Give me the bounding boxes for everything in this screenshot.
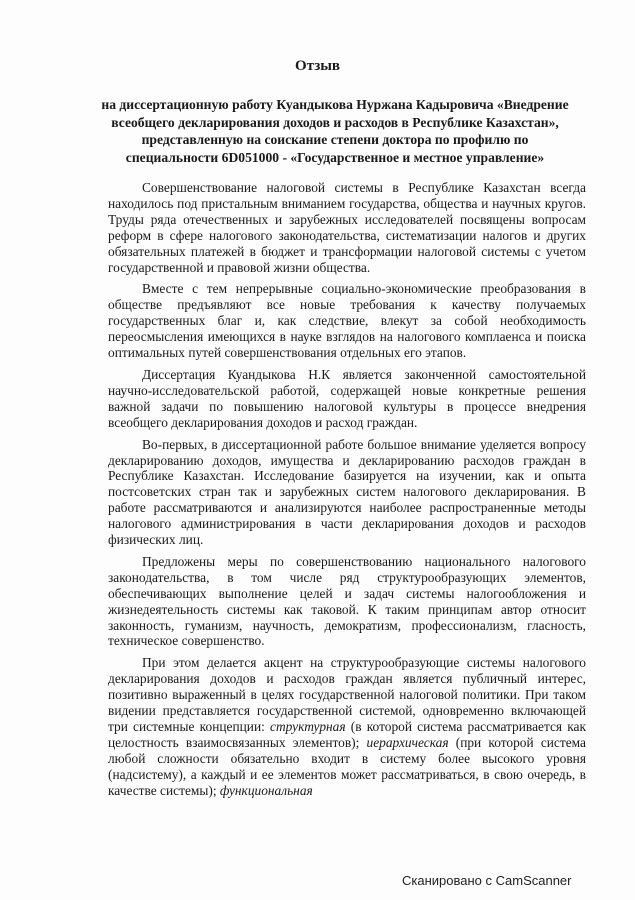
- paragraph-4: Во-первых, в диссертационной работе большое внимание уделяется вопросу декларированию доходов, имущества и декларированию расходов граждан в Республике Казахстан. Исследование базируется на изучении, как и опыта постсоветских стран так и зарубежных систем налогового декларирования. В работе рассматриваются и анализируются наиболее распространенные методы налогового администрирования в части декларирования доходов и расходов физических лиц.: [108, 436, 586, 548]
- paragraph-6-text-3: (при которой система любой сложности обязательно входит в систему более высокого уровня (надсистему), а каждый и ее элементов может рассматриваться, в свою очередь, в качестве системы);: [108, 734, 586, 798]
- paragraph-3: Диссертация Куандыкова Н.К является законченной самостоятельной научно-исследовательской работой, содержащей новые конкретные решения важной задачи по повышению налоговой культуры в процессе внедрения всеобщего декларирования доходов и расход граждан.: [108, 366, 586, 430]
- paragraph-6-text-1: При этом делается акцент на структурообразующие системы налогового декларирования доходов и расходов граждан является публичный интерес, позитивно выраженный в целях государственной налоговой политики. При таком видении представляется государственной системой, одновременно включающей три системные концепции:: [108, 655, 586, 734]
- paragraph-2: Вместе с тем непрерывные социально-экономические преобразования в обществе предъявляют все новые требования к качеству получаемых государственных благ и, как следствие, влекут за собой необходимость переосмысления имеющихся в науке взглядов на налогового комплаенса и поиска оптимальных путей совершенствования отдельных его этапов.: [108, 281, 586, 361]
- paragraph-1: Совершенствование налоговой системы в Республике Казахстан всегда находилось под пристальным вниманием государства, общества и научных кругов. Труды ряда отечественных и зарубежных исследователей посвящены вопросам реформ в сфере налогового законодательства, систематизации налогов и других обязательных платежей в бюджет и трансформации налоговой системы с учетом государственной и правовой жизни общества.: [108, 180, 586, 275]
- term-structural: структурная: [270, 719, 346, 734]
- document-body: [108, 180, 586, 799]
- paragraph-6-text-2: (в которой система рассматривается как целостность взаимосвязанных элементов);: [108, 719, 587, 750]
- paragraph-5: Предложены меры по совершенствованию национального налогового законодательства, в том числе ряд структурообразующих элементов, обеспечивающих выполнение целей и задач системы налогообложения и жизнедеятельность системы как таковой. К таким принципам автор относит законность, гуманизм, научность, демократизм, профессионализм, гласность, техническое совершенство.: [108, 553, 586, 649]
- scanner-watermark: Сканировано с CamScanner: [402, 873, 572, 888]
- term-functional: функциональная: [219, 782, 313, 798]
- document-title: Отзыв: [294, 58, 341, 74]
- term-hierarchical: иерархическая: [366, 734, 449, 750]
- paragraph-6: [108, 655, 586, 798]
- document-subtitle: на диссертационную работу Куандыкова Нуржана Кадыровича «Внедрение всеобщего декларирования доходов и расходов в Республике Казахстан», представленную на соискание степени доктора по профилю по специальности 6D051000 - «Государственное и местное управление»: [101, 97, 569, 165]
